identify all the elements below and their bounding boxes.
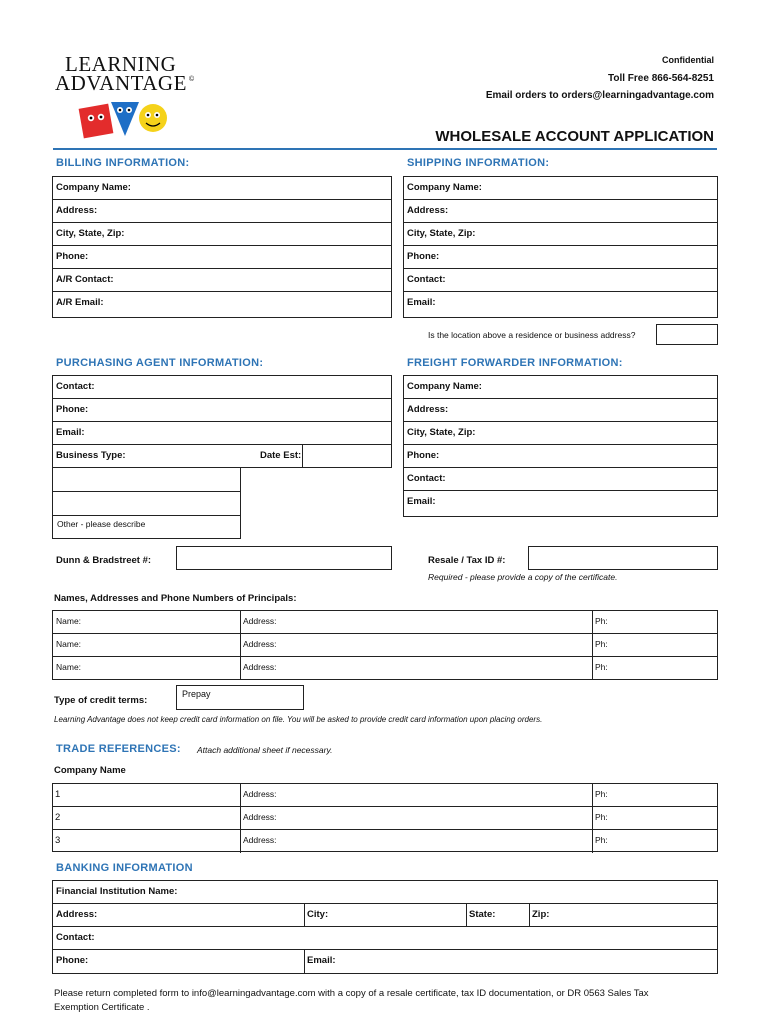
purchasing-heading: PURCHASING AGENT INFORMATION: [56, 357, 264, 369]
trade-divider [240, 807, 241, 829]
shipping-address-field[interactable]: Address: [404, 200, 717, 223]
resale-input[interactable] [528, 546, 718, 570]
freight-email-field[interactable]: Email: [407, 496, 436, 507]
freight-address-field[interactable]: Address: [404, 399, 717, 422]
date-est-label: Date Est: [260, 450, 302, 461]
billing-address-field[interactable]: Address: [53, 200, 391, 223]
banking-divider [304, 904, 305, 926]
residence-question: Is the location above a residence or business address? [428, 330, 636, 340]
banking-institution-field[interactable]: Financial Institution Name: [53, 881, 717, 904]
billing-ar-contact-field[interactable]: A/R Contact: [53, 269, 391, 292]
principal-name-label: Name: [56, 662, 82, 672]
required-note: Required - please provide a copy of the certificate. [428, 572, 618, 582]
principal-divider [592, 634, 593, 656]
credit-card-note: Learning Advantage does not keep credit card information on file. You will be asked to provide credit card information upon placing orders. [54, 715, 543, 724]
shipping-city-field[interactable]: City, State, Zip: [404, 223, 717, 246]
banking-phone-row[interactable] [53, 950, 717, 973]
trade-divider [592, 784, 593, 806]
billing-ar-email-field[interactable]: A/R Email: [56, 297, 104, 308]
shipping-heading: SHIPPING INFORMATION: [407, 157, 550, 169]
banking-address-row[interactable] [53, 904, 717, 927]
principal-row[interactable] [53, 657, 717, 680]
freight-city-field[interactable]: City, State, Zip: [404, 422, 717, 445]
business-type-row [53, 445, 391, 468]
principal-ph-label: Ph: [595, 662, 608, 672]
logo-copyright-mark: © [189, 76, 195, 83]
freight-company-field[interactable]: Company Name: [404, 376, 717, 399]
email-orders: Email orders to orders@learningadvantage.com [485, 90, 714, 101]
trade-table [52, 783, 718, 852]
principal-divider [240, 611, 241, 633]
toll-free: Toll Free 866-564-8251 [608, 73, 714, 84]
principal-ph-label: Ph: [595, 616, 608, 626]
billing-city-field[interactable]: City, State, Zip: [53, 223, 391, 246]
banking-phone-label: Phone: [56, 955, 89, 966]
credit-terms-value: Prepay [182, 689, 211, 699]
footer-note [54, 987, 734, 1015]
shipping-phone-field[interactable]: Phone: [404, 246, 717, 269]
business-type-input-2[interactable] [53, 492, 240, 516]
principal-address-label: Address: [243, 616, 277, 626]
business-type-label: Business Type: [56, 450, 126, 461]
billing-company-field[interactable]: Company Name: [53, 177, 391, 200]
trade-number: 1 [55, 789, 61, 800]
trade-address-label: Address: [243, 812, 277, 822]
trade-divider [240, 784, 241, 806]
credit-terms-label: Type of credit terms: [54, 695, 148, 706]
logo-mascots-icon [75, 96, 175, 148]
trade-ph-label: Ph: [595, 789, 608, 799]
logo-line1: LEARNING [65, 52, 177, 76]
trade-row[interactable] [53, 784, 717, 807]
dunn-label: Dunn & Bradstreet #: [56, 555, 152, 566]
banking-heading: BANKING INFORMATION [56, 862, 193, 874]
banking-divider [304, 950, 305, 973]
shipping-table [403, 176, 718, 318]
principal-name-label: Name: [56, 639, 82, 649]
confidential-label: Confidential [662, 55, 714, 65]
residence-answer-input[interactable] [656, 324, 718, 345]
trade-row[interactable] [53, 807, 717, 830]
trade-company-name-label: Company Name [54, 765, 126, 776]
business-type-table [52, 467, 241, 539]
footer-line-1: Please return completed form to info@learningadvantage.com with a copy of a resale certificate, tax ID documentation, or DR 0563 Sales Tax [54, 988, 649, 999]
other-describe-label: Other - please describe [57, 519, 146, 529]
shipping-company-field[interactable]: Company Name: [404, 177, 717, 200]
purchasing-email-field[interactable]: Email: [53, 422, 391, 445]
page-title: WHOLESALE ACCOUNT APPLICATION [435, 128, 714, 145]
principal-row[interactable] [53, 611, 717, 634]
resale-label: Resale / Tax ID #: [428, 555, 506, 566]
principal-ph-label: Ph: [595, 639, 608, 649]
trade-ph-label: Ph: [595, 812, 608, 822]
trade-address-label: Address: [243, 835, 277, 845]
banking-contact-field[interactable]: Contact: [53, 927, 717, 950]
trade-number: 3 [55, 835, 61, 846]
freight-phone-field[interactable]: Phone: [404, 445, 717, 468]
principal-divider [240, 657, 241, 680]
principal-row[interactable] [53, 634, 717, 657]
credit-terms-input[interactable] [176, 685, 304, 710]
freight-contact-field[interactable]: Contact: [404, 468, 717, 491]
principal-address-label: Address: [243, 662, 277, 672]
business-type-other[interactable] [53, 516, 240, 538]
banking-address-label: Address: [56, 909, 98, 920]
shipping-contact-field[interactable]: Contact: [404, 269, 717, 292]
freight-heading: FREIGHT FORWARDER INFORMATION: [407, 357, 623, 369]
banking-state-label: State: [469, 909, 496, 920]
purchasing-table [52, 375, 392, 468]
trade-note: Attach additional sheet if necessary. [197, 745, 333, 755]
trade-heading: TRADE REFERENCES: [56, 743, 181, 755]
principal-address-label: Address: [243, 639, 277, 649]
principal-name-label: Name: [56, 616, 82, 626]
shipping-email-field[interactable]: Email: [407, 297, 436, 308]
billing-phone-field[interactable]: Phone: [53, 246, 391, 269]
principals-table [52, 610, 718, 680]
banking-divider [466, 904, 467, 926]
billing-heading: BILLING INFORMATION: [56, 157, 190, 169]
trade-divider [592, 830, 593, 853]
trade-row[interactable] [53, 830, 717, 853]
banking-table [52, 880, 718, 974]
title-rule [53, 148, 717, 150]
trade-address-label: Address: [243, 789, 277, 799]
trade-number: 2 [55, 812, 61, 823]
logo [55, 54, 205, 144]
footer-line-2: Exemption Certificate . [54, 1002, 150, 1013]
principal-divider [592, 611, 593, 633]
trade-ph-label: Ph: [595, 835, 608, 845]
purchasing-contact-field[interactable]: Contact: [53, 376, 391, 399]
trade-divider [592, 807, 593, 829]
freight-table [403, 375, 718, 517]
logo-line2: ADVANTAGE [55, 71, 187, 95]
purchasing-phone-field[interactable]: Phone: [53, 399, 391, 422]
date-est-input[interactable] [303, 445, 391, 468]
banking-zip-label: Zip: [532, 909, 550, 920]
principal-divider [240, 634, 241, 656]
business-type-input-1[interactable] [53, 468, 240, 492]
banking-divider [529, 904, 530, 926]
trade-divider [240, 830, 241, 853]
billing-table [52, 176, 392, 318]
banking-email-label: Email: [307, 955, 336, 966]
principal-divider [592, 657, 593, 680]
principals-heading: Names, Addresses and Phone Numbers of Principals: [54, 593, 297, 604]
dunn-input[interactable] [176, 546, 392, 570]
banking-city-label: City: [307, 909, 329, 920]
